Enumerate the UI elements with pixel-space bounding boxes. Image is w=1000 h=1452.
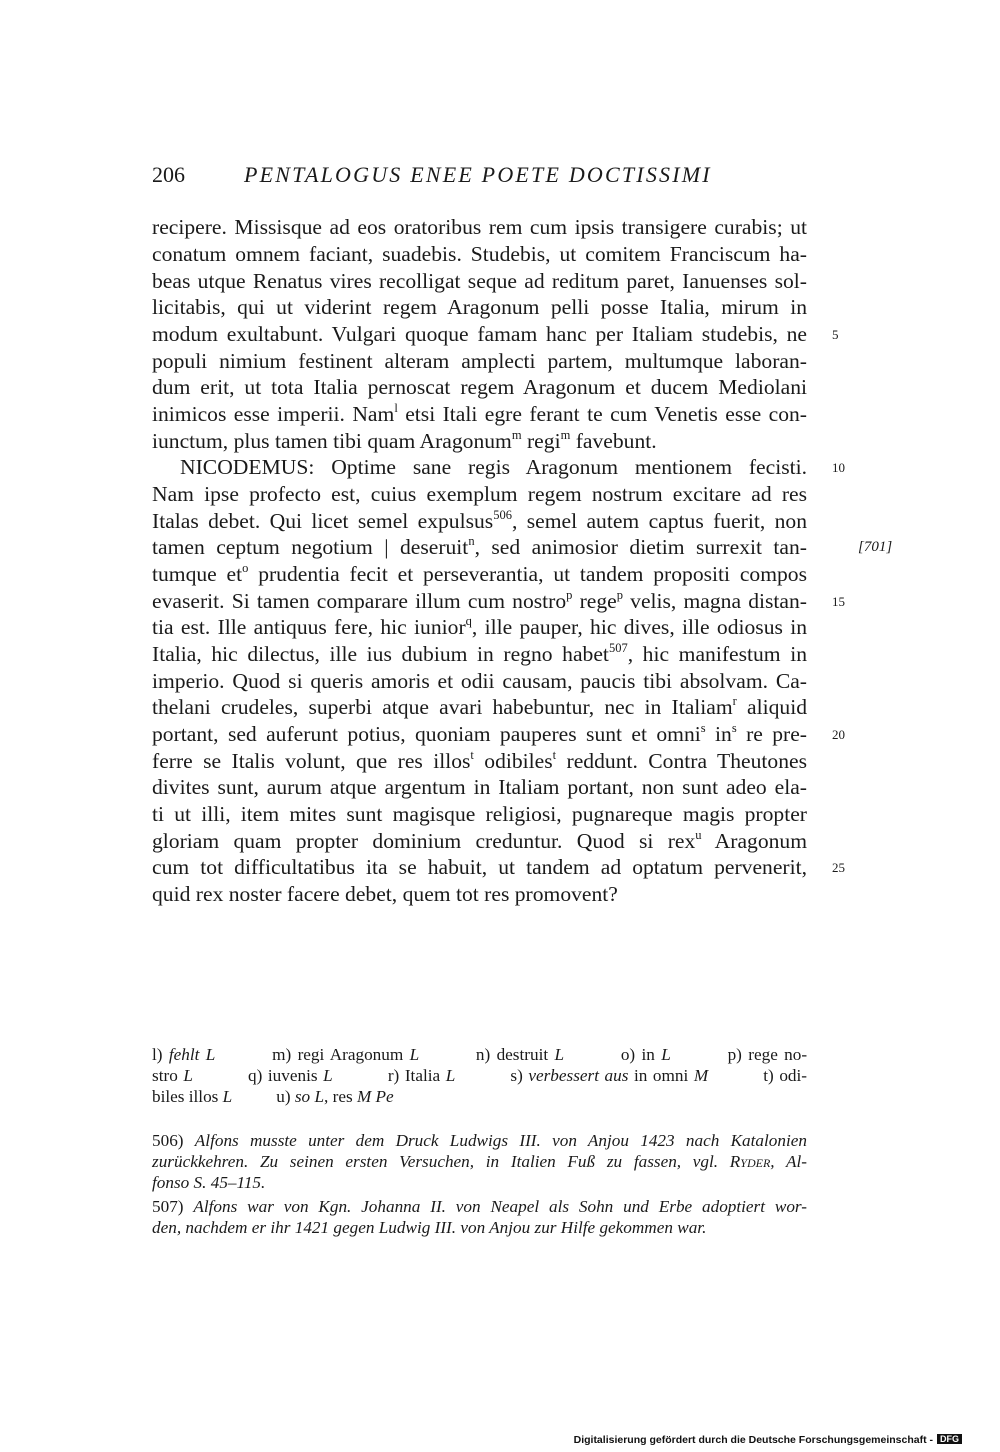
text-run: odibiles [473,749,553,773]
footnote-text: Alfons musste unter dem Druck Ludwigs III. von Anjou 1423 nach Katalonien [194,1131,807,1150]
footnote-number: 506) [152,1131,195,1150]
text-run: Italas debet. Qui licet semel expulsus [152,509,494,533]
apparatus-marker: l [394,400,398,415]
text-run: , semel autem captus fuerit, non [511,509,807,533]
apparatus-entry [248,1066,333,1085]
entry-reading: , res [324,1087,357,1106]
entry-siglum: L [323,1066,333,1085]
text-line: conatum omnem faciant, suadebis. Studebis, ut comitem Franciscum ha- [152,242,807,266]
running-header [152,162,812,194]
apparatus-entry [510,1066,708,1085]
entry-note: fehlt L [168,1045,216,1064]
entry-siglum: L [409,1045,420,1064]
footnote-marker: 507 [608,640,628,655]
text-run: Aragonum [701,829,808,853]
text-run: re pre- [736,722,807,746]
line-number: 15 [832,594,845,609]
entry-label: r) Italia [387,1066,446,1085]
text-run: evaserit. Si tamen comparare illum cum nostro [152,589,567,613]
apparatus-marker: n [468,533,475,548]
apparatus-line [152,1086,807,1107]
entry-label: biles illos [152,1087,223,1106]
text-run: tia est. Ille antiquus fere, hic iunior [152,615,466,639]
apparatus-entry [272,1045,419,1064]
text-line: NICODEMUS: Optime sane regis Aragonum mentionem fecisti. [180,455,807,479]
text-line [152,534,807,561]
entry-reading: in omni [628,1066,694,1085]
text-line: cum tot difficultatibus ita se habuit, ut tandem ad optatum pervenerit, [152,855,807,879]
line-number: 5 [832,327,839,342]
apparatus-marker: q [465,613,472,628]
apparatus-marker: p [566,587,573,602]
entry-label: n) destruit [475,1045,555,1064]
line-number: 10 [832,460,845,475]
author-name: Ryder [729,1152,771,1171]
apparatus-line [152,1044,807,1065]
entry-note: verbessert aus [528,1066,629,1085]
text-run: Italia, hic dilectus, ille ius dubium in regno habet [152,642,609,666]
text-run: , hic manifestum in [627,642,807,666]
footnote-line [152,1130,807,1151]
apparatus-entry [152,1087,232,1106]
text-run: tamen ceptum negotium | deseruit [152,535,469,559]
text-run: in [705,722,732,746]
text-run: , ille pauper, hic dives, ille odiosus in [471,615,807,639]
apparatus-marker: m [511,427,522,442]
apparatus-marker: u [695,827,702,842]
text-line: modum exultabunt. Vulgari quoque famam hanc per Italiam studebis, ne [152,322,807,346]
line-number: 25 [832,860,845,875]
text-line [152,508,807,535]
entry-label: stro [152,1066,184,1085]
entry-label: m) regi Aragonum [272,1045,410,1064]
footnote-text: den, nachdem er ihr 1421 gegen Ludwig III. von Anjou zur Hilfe gekommen war. [152,1218,707,1237]
entry-siglum: L [222,1087,233,1106]
apparatus-entry: p) rege no- [727,1045,808,1064]
entry-siglum: L [183,1066,193,1085]
text-run: , sed animosior dietim surrexit tan- [474,535,807,559]
text-run: regi [521,429,561,453]
entry-siglum: L [445,1066,456,1085]
apparatus-marker: s [700,720,706,735]
text-line [152,694,807,721]
apparatus-entry [152,1045,215,1064]
dfg-logo-icon: DFG [937,1434,962,1444]
apparatus-marker: o [242,560,249,575]
footnote-number: 507) [152,1197,194,1216]
entry-label: l) [152,1045,169,1064]
apparatus-line [152,1065,807,1086]
text-line [152,588,807,615]
entry-siglum: L [554,1045,565,1064]
entry-label: o) in [620,1045,662,1064]
text-line: quid rex noster facere debet, quem tot res promovent? [152,882,618,906]
footnote-marker: 506 [493,507,512,522]
entry-siglum: M [693,1066,709,1085]
text-line: Nam ipse profecto est, cuius exemplum regem nostrum excitare ad res [152,482,807,506]
apparatus-marker: p [616,587,623,602]
apparatus-entry: t) odi- [763,1066,808,1085]
text-run: thelani crudeles, superbi atque avari habebuntur, nec in Italiam [152,695,733,719]
apparatus-entry [276,1087,393,1106]
entry-siglum: M Pe [356,1087,394,1106]
apparatus-entry [152,1066,193,1085]
entry-label: s) [510,1066,529,1085]
text-line [152,561,807,588]
footnote-text: zurückkehren. Zu seinen ersten Versuchen, in Italien Fuß zu fassen, vgl. [152,1152,730,1171]
apparatus-entry [621,1045,671,1064]
page-number: 206 [152,162,185,187]
entry-note: so L [294,1087,324,1106]
text-run: favebunt. [570,429,657,453]
text-line: divites sunt, aurum atque argentum in Italiam portant, non sunt adeo ela- [152,775,807,799]
text-line: recipere. Missisque ad eos oratoribus rem cum ipsis transigere curabis; ut [152,215,807,239]
text-run: gloriam quam propter dominium creduntur. Quod si rex [152,829,696,853]
apparatus-marker: t [470,747,474,762]
text-run: reddunt. Contra Theutones [556,749,808,773]
footnote-line [152,1151,807,1172]
apparatus-marker: s [731,720,737,735]
footnote-line [152,1217,807,1238]
text-line: dum erit, ut tota Italia pernoscat regem Aragonum et ducem Mediolani [152,375,807,399]
text-run: etsi Itali egre ferant te cum Venetis esse con- [397,402,807,426]
entry-label: u) [276,1087,295,1106]
text-run: inimicos esse imperii. Nam [152,402,395,426]
text-line [152,641,807,668]
credit-text: Digitalisierung gefördert durch die Deutsche Forschungsgemeinschaft - [573,1434,933,1446]
text-run: tumque et [152,562,243,586]
footnote-text: Alfons war von Kgn. Johanna II. von Neapel als Sohn und Erbe adoptiert wor- [193,1197,807,1216]
text-line [152,428,807,455]
text-run: iunctum, plus tamen tibi quam Aragonum [152,429,512,453]
apparatus-entry [476,1045,564,1064]
text-run: velis, magna distan- [622,589,807,613]
text-run: ferre se Italis volunt, que res illos [152,749,471,773]
text-line [152,748,807,775]
text-line: populi nimium festinent alteram amplecti partem, multumque laboran- [152,349,807,373]
apparatus-marker: r [732,693,737,708]
text-line [152,828,807,855]
text-run: rege [572,589,617,613]
footnote-text: fonso S. 45–115. [152,1173,266,1192]
entry-siglum: L [661,1045,671,1064]
text-line [152,401,807,428]
text-line: imperio. Quod si queris amoris et odii causam, paucis tibi absolvam. Ca- [152,669,807,693]
text-line: licitabis, qui ut viderint regem Aragonum pelli posse Italia, mirum in [152,295,807,319]
apparatus-entry [388,1066,455,1085]
text-line: ti ut illi, item mites sunt magisque religiosi, pugnareque magis propter [152,802,807,826]
page-reference: [701] [858,539,893,555]
text-line: beas utque Renatus vires recolligat seque ad reditum paret, Ianuenses sol- [152,269,807,293]
apparatus-marker: m [560,427,571,442]
apparatus-marker: t [552,747,557,762]
footnote-line [152,1196,807,1217]
text-line [152,721,807,748]
entry-label: q) iuvenis [248,1066,324,1085]
footnote-line [152,1172,807,1193]
text-run: aliquid [736,695,807,719]
text-line [152,614,807,641]
line-number: 20 [832,727,845,742]
digitization-credit [574,1434,962,1446]
text-run: portant, sed auferunt potius, quoniam pauperes sunt et omni [152,722,701,746]
running-title: PENTALOGUS ENEE POETE DOCTISSIMI [244,162,712,187]
text-run: prudentia fecit et perseverantia, ut tandem propositi compos [248,562,807,586]
footnote-text: , Al- [770,1152,807,1171]
